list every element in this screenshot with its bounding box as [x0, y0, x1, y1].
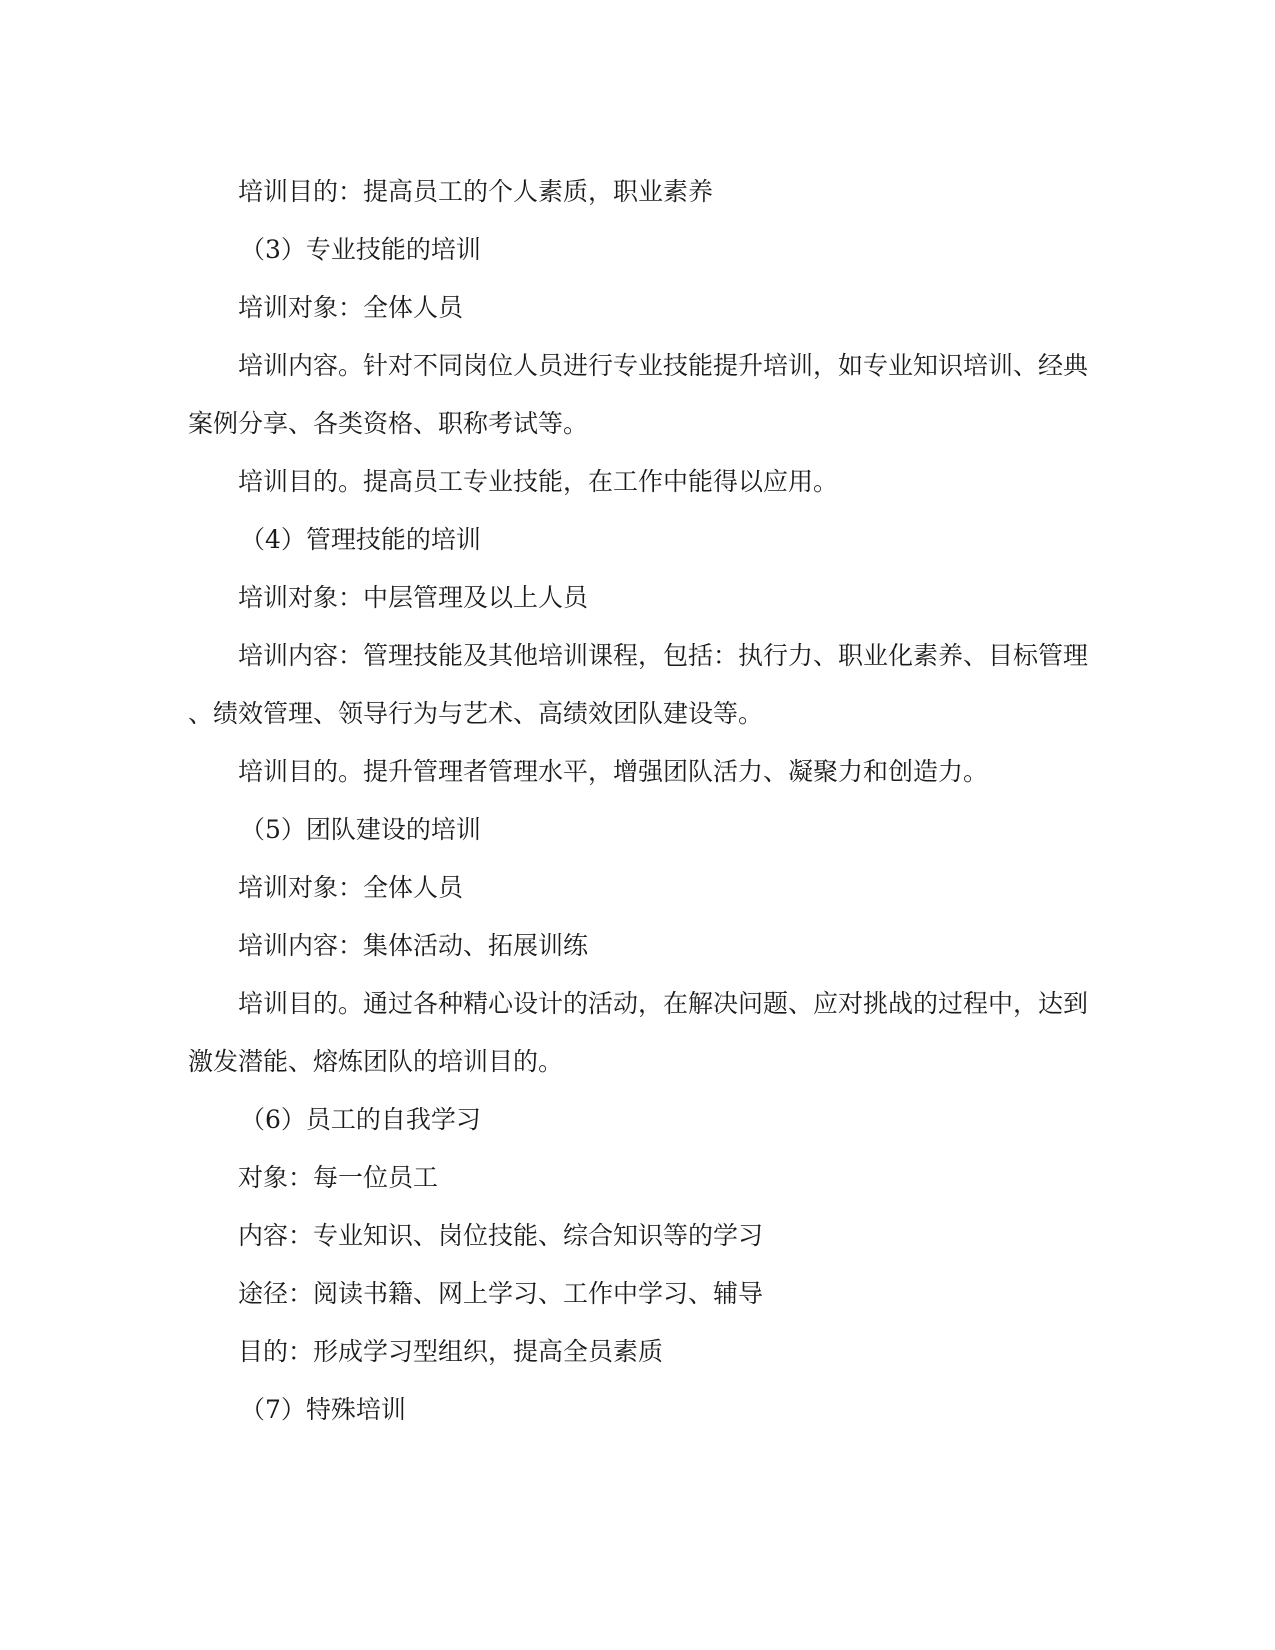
paragraph: 对象：每一位员工 — [238, 1163, 439, 1192]
section-heading: （4）管理技能的培训 — [240, 525, 481, 554]
paragraph: 途径：阅读书籍、网上学习、工作中学习、辅导 — [238, 1279, 764, 1308]
paragraph: 培训目的。提高员工专业技能，在工作中能得以应用。 — [238, 467, 839, 496]
paragraph-continuation: 案例分享、各类资格、职称考试等。 — [188, 409, 589, 438]
paragraph: 培训对象：中层管理及以上人员 — [238, 583, 589, 612]
paragraph: 培训目的：提高员工的个人素质，职业素养 — [238, 177, 714, 206]
paragraph: 培训对象：全体人员 — [238, 873, 464, 902]
section-heading: （7）特殊培训 — [240, 1395, 406, 1424]
paragraph: 培训内容：集体活动、拓展训练 — [238, 931, 589, 960]
paragraph-continuation: 激发潜能、熔炼团队的培训目的。 — [188, 1047, 564, 1076]
paragraph-continuation: 、绩效管理、领导行为与艺术、高绩效团队建设等。 — [188, 699, 764, 728]
section-heading: （5）团队建设的培训 — [240, 815, 481, 844]
paragraph: 培训内容。针对不同岗位人员进行专业技能提升培训，如专业知识培训、经典 — [238, 351, 1089, 380]
section-heading: （6）员工的自我学习 — [240, 1105, 481, 1134]
paragraph: 内容：专业知识、岗位技能、综合知识等的学习 — [238, 1221, 764, 1250]
paragraph: 培训内容：管理技能及其他培训课程，包括：执行力、职业化素养、目标管理 — [238, 641, 1089, 670]
paragraph: 培训对象：全体人员 — [238, 293, 464, 322]
paragraph: 培训目的。通过各种精心设计的活动，在解决问题、应对挑战的过程中，达到 — [238, 989, 1089, 1018]
paragraph: 培训目的。提升管理者管理水平，增强团队活力、凝聚力和创造力。 — [238, 757, 989, 786]
paragraph: 目的：形成学习型组织，提高全员素质 — [238, 1337, 664, 1366]
section-heading: （3）专业技能的培训 — [240, 235, 481, 264]
